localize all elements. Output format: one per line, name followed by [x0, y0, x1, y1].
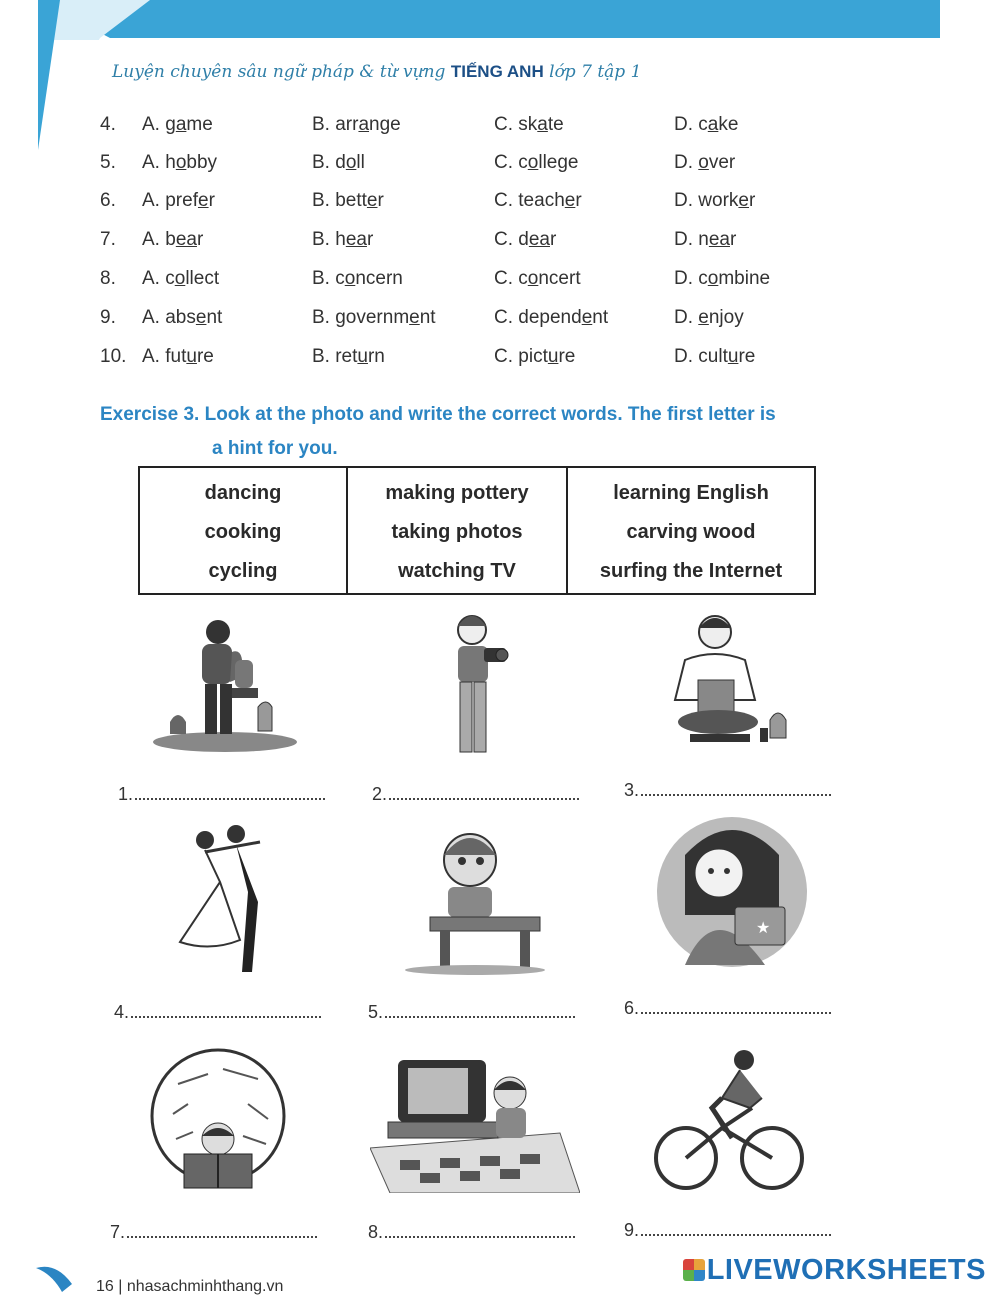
word-column-2 [347, 467, 567, 594]
word-item: making pottery [385, 482, 529, 504]
option-d[interactable]: D. culture [674, 346, 756, 367]
option-c[interactable]: C. college [494, 152, 579, 173]
option-c[interactable]: C. teacher [494, 190, 582, 211]
word-item: dancing [204, 482, 282, 504]
word-item: learning English [613, 482, 769, 504]
laptop-illustration [655, 815, 810, 970]
word-box [138, 466, 816, 595]
option-d[interactable]: D. cake [674, 114, 739, 135]
dancing-illustration [160, 822, 280, 982]
option-d[interactable]: D. combine [674, 268, 771, 289]
option-d[interactable]: D. near [674, 229, 737, 250]
option-b[interactable]: B. return [312, 346, 385, 367]
watching-tv-illustration [370, 1048, 580, 1193]
svg-text:★: ★ [756, 918, 771, 937]
option-b[interactable]: B. hear [312, 229, 374, 250]
option-a[interactable]: A. future [142, 346, 214, 367]
header-banner [0, 0, 1000, 40]
exercise-3-title: Exercise 3. Look at the photo and write the correct words. The first letter is a hint for you. [100, 404, 776, 459]
question-number: 6. [100, 190, 116, 211]
side-banner [0, 0, 60, 150]
photo-taking-illustration [440, 608, 520, 758]
answer-blank-7[interactable]: 7. [110, 1222, 317, 1243]
option-a[interactable]: A. prefer [142, 190, 215, 211]
question-number: 5. [100, 152, 116, 173]
option-d[interactable]: D. over [674, 152, 736, 173]
word-item: cooking [204, 521, 282, 543]
answer-blank-3[interactable]: 3. [624, 780, 831, 801]
question-number: 4. [100, 114, 116, 135]
option-a[interactable]: A. collect [142, 268, 220, 289]
question-number: 10. [100, 346, 127, 367]
book-header: Luyện chuyên sâu ngữ pháp & từ vựng TIẾNG ANH lớp 7 tập 1 [112, 62, 642, 82]
option-d[interactable]: D. worker [674, 190, 756, 211]
word-item: cycling [208, 560, 278, 582]
option-b[interactable]: B. concern [312, 268, 403, 289]
word-item: taking photos [391, 521, 523, 543]
option-a[interactable]: A. bear [142, 229, 204, 250]
question-number: 8. [100, 268, 116, 289]
option-b[interactable]: B. better [312, 190, 384, 211]
answer-blank-9[interactable]: 9. [624, 1220, 831, 1241]
word-column-1 [139, 467, 347, 594]
answer-blank-8[interactable]: 8. [368, 1222, 575, 1243]
option-c[interactable]: C. skate [494, 114, 564, 135]
option-b[interactable]: B. doll [312, 152, 365, 173]
cooking-illustration [660, 610, 810, 755]
option-c[interactable]: C. dependent [494, 307, 609, 328]
page-footer: 16 | nhasachminhthang.vn [96, 1278, 284, 1295]
option-c[interactable]: C. picture [494, 346, 576, 367]
option-a[interactable]: A. game [142, 114, 213, 135]
option-d[interactable]: D. enjoy [674, 307, 744, 328]
pottery-illustration [150, 612, 300, 752]
reading-english-illustration [148, 1044, 288, 1194]
liveworksheets-logo[interactable]: LIVEWORKSHEETS [683, 1254, 986, 1287]
answer-blank-1[interactable]: 1. [118, 784, 325, 805]
option-c[interactable]: C. dear [494, 229, 557, 250]
option-b[interactable]: B. government [312, 307, 436, 328]
answer-blank-6[interactable]: 6. [624, 998, 831, 1019]
liveworksheets-icon [683, 1259, 705, 1281]
page-corner-logo-icon [32, 1258, 82, 1294]
word-column-3 [567, 467, 815, 594]
word-item: surfing the Internet [599, 560, 783, 582]
wood-carving-illustration [400, 825, 550, 975]
option-b[interactable]: B. arrange [312, 114, 401, 135]
option-a[interactable]: A. hobby [142, 152, 218, 173]
answer-blank-2[interactable]: 2. [372, 784, 579, 805]
option-c[interactable]: C. concert [494, 268, 581, 289]
word-item: watching TV [398, 560, 516, 582]
question-number: 7. [100, 229, 116, 250]
answer-blank-4[interactable]: 4. [114, 1002, 321, 1023]
option-a[interactable]: A. absent [142, 307, 223, 328]
word-item: carving wood [626, 521, 756, 543]
question-number: 9. [100, 307, 116, 328]
cycling-illustration [652, 1048, 807, 1193]
answer-blank-5[interactable]: 5. [368, 1002, 575, 1023]
